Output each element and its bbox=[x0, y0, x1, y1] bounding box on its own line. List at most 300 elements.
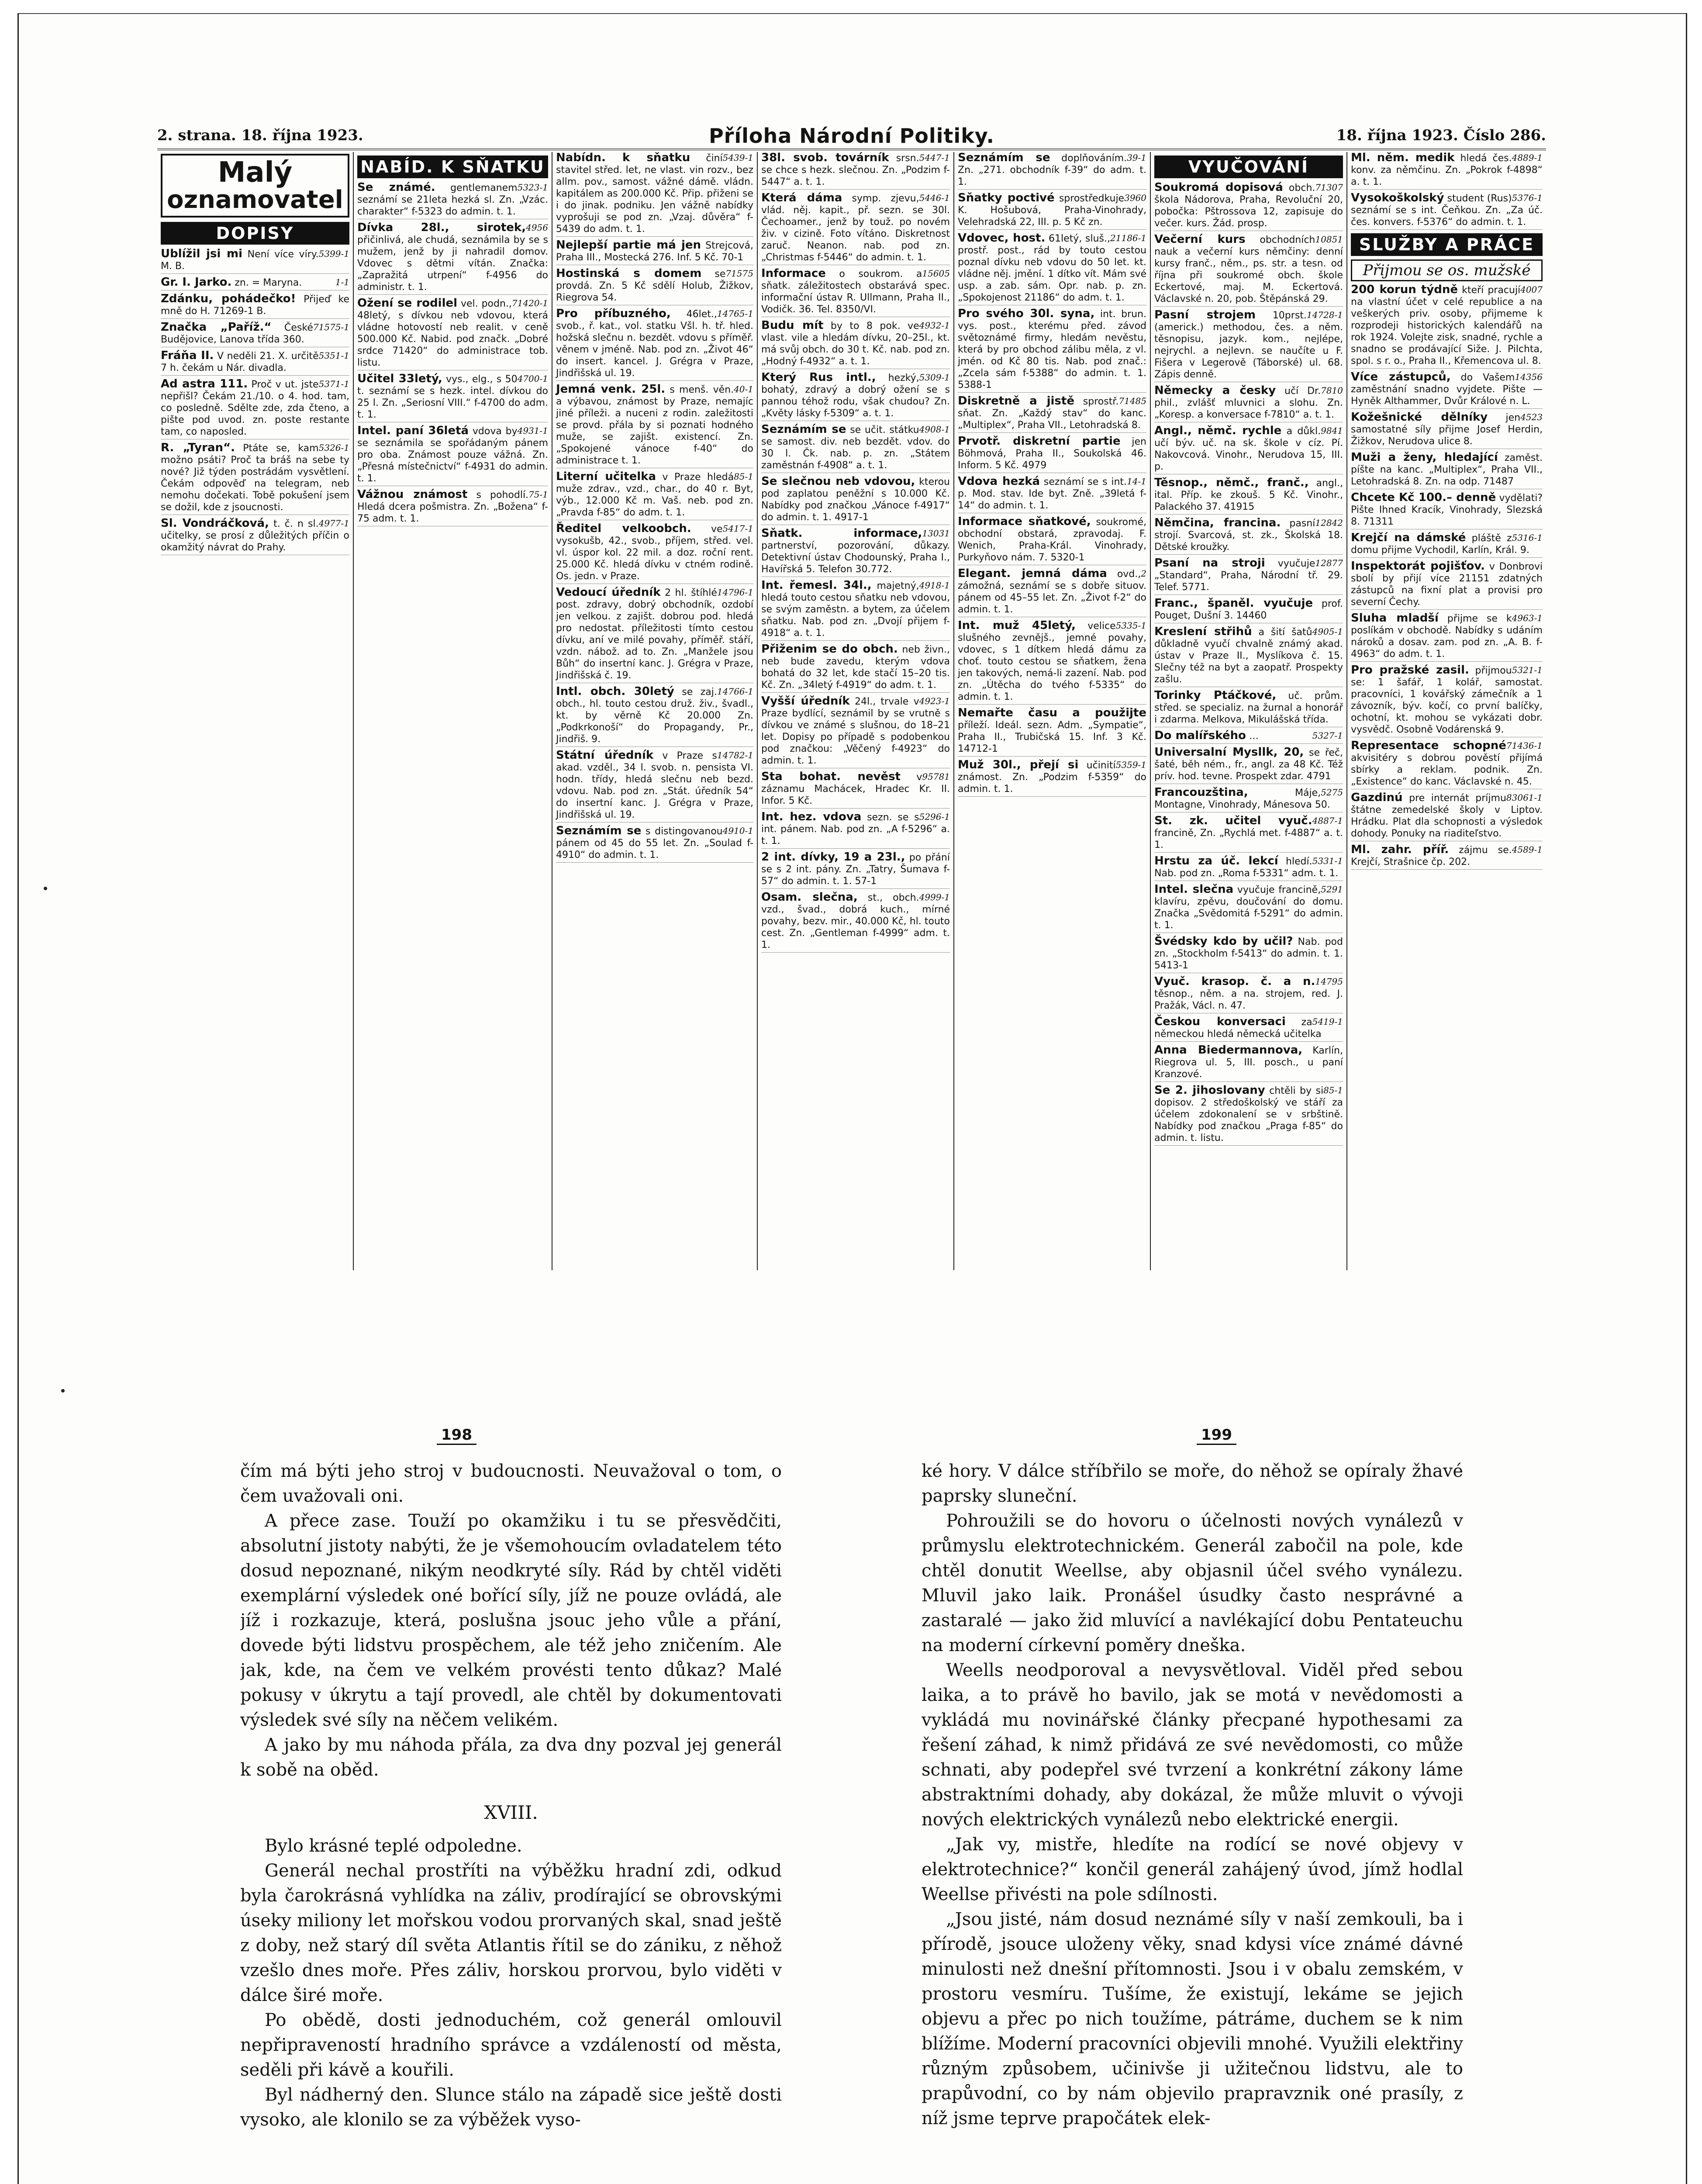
classified-ad bbox=[1154, 787, 1343, 812]
ad-body: seznámí se s int. p. Mod. stav. Ide byt. Zně. „39letá f-14“ do admin. t. 1. bbox=[958, 477, 1146, 511]
ad-heading: 38l. svob. továrník bbox=[761, 152, 889, 164]
classified-ad bbox=[761, 851, 950, 889]
classified-ad bbox=[1351, 612, 1543, 662]
classified-ad bbox=[1154, 884, 1343, 933]
masthead-line2: oznamovatel bbox=[167, 186, 343, 214]
ad-number: 4910-1 bbox=[722, 826, 753, 836]
ad-number: 5446-1 bbox=[919, 193, 950, 203]
classified-ad bbox=[958, 707, 1146, 757]
ad-heading: Literní učitelka bbox=[556, 470, 656, 483]
classified-ad bbox=[958, 435, 1146, 473]
ad-body: neb živn., neb bude zavedu, kterým vdova bohatá do 32 let, kde stačí 15–20 tis. Kč. Zn. „34letý f-4919“ do adm. t. 1. bbox=[761, 644, 950, 691]
ad-number: 71575 bbox=[725, 268, 753, 279]
ad-heading: Fráňa II. bbox=[161, 349, 214, 362]
ad-number: 4963-1 bbox=[1512, 613, 1543, 623]
ad-number: 5327-1 bbox=[1312, 730, 1343, 741]
ad-body: … bbox=[1246, 731, 1259, 742]
ad-heading: Těsnop., němč., franč., bbox=[1154, 476, 1309, 489]
ad-body: velice slušného zevnějš., jemné povahy, vdovec, s 1 dítkem hledá dámu za choť. touto cestou se sňatkem, žena jen takových, nemá-li zazení. Nab. pod zn. „Útěcha do tvého f-5335“ do admin. t. 1. bbox=[958, 621, 1146, 702]
classified-ad bbox=[556, 523, 753, 584]
classified-ad bbox=[761, 528, 950, 577]
classified-ad bbox=[958, 516, 1146, 565]
ad-body: sezn. se s int. pánem. Nab. pod zn. „A f-5296“ a. t. 1. bbox=[761, 812, 950, 847]
classified-ad bbox=[958, 308, 1146, 393]
ad-heading: Representace schopné bbox=[1351, 739, 1506, 752]
ad-heading: Českou konversaci bbox=[1154, 1015, 1286, 1028]
classified-ad bbox=[761, 476, 950, 525]
ad-heading: Budu mít bbox=[761, 319, 824, 332]
ad-body: Nab. pod zn. „Stockholm f-5413“ do admin. t. 1. 5413-1 bbox=[1154, 936, 1343, 971]
ad-body: 46let., svob., ř. kat., vol. statku Všl. h. tř. hled. hožská slečnu n. bezdět. vdovu s příměř. věnem v jméně. Nab. pod zn. „Život 46“ do insert. kancel. J. Grégra v Praze, Jindřišská ul. 19. bbox=[556, 309, 753, 379]
ad-heading: Se slečnou neb vdovou, bbox=[761, 475, 915, 488]
classified-ad bbox=[357, 489, 548, 526]
ad-body: v Donbrovi sbolí by přijí více 21151 zdatných zástupců na fixní plat a provisi pro severní Čechy. bbox=[1351, 561, 1543, 608]
classified-ad bbox=[357, 222, 548, 295]
classified-ad bbox=[761, 892, 950, 953]
ad-heading: Gr. I. Jarko. bbox=[161, 276, 232, 289]
ad-body: soukromé, obchodní obstará, zpravodaj. F. Wenich, Praha-Král. Vinohrady, Purkyňovo nám. 7. 5320-1 bbox=[958, 517, 1146, 563]
classified-ad bbox=[958, 759, 1146, 797]
story-column-left bbox=[240, 1459, 782, 2184]
ad-body: int. brun. vys. post., kterému před. závod světoznámé firmy, hledám nevěstu, která by pro obchod zálibu měla, z vl. jmén. od Kč 80 tis. Nab. pod znač.: „Zcela sám f-5388“ do admin. t. 1. 5388-1 bbox=[958, 309, 1146, 390]
ad-heading: Vyšší úředník bbox=[761, 695, 850, 708]
header-issue-right: 18. října 1923. Číslo 286. bbox=[1336, 127, 1546, 144]
ad-number: 4923-1 bbox=[919, 696, 950, 706]
ad-number: 14766-1 bbox=[717, 686, 753, 697]
ad-body: sprostředkuje K. Hošubová, Praha-Vinohrady, Velehradská 22, III. p. 5 Kč zn. bbox=[958, 193, 1146, 228]
ad-body: kteří pracují na vlastní účet v celé republice a na veškerých priv. osoby, přijmeme k rozprodeji historických kalendářů na rok 1924. Volejte zisk, snadné, rychle a snadno se prodávající Siže. J. Pilchta, spol. s r. o., Praha II., Křemencova ul. 8. bbox=[1351, 285, 1543, 366]
ad-heading: Němčina, francina. bbox=[1154, 516, 1281, 529]
ad-number: 5321-1 bbox=[1512, 665, 1543, 675]
ad-body: hledí. Nab. pod zn. „Roma f-5331“ adm. t. 1. bbox=[1154, 856, 1339, 879]
classified-ad bbox=[556, 686, 753, 747]
section-banner-nabidky: NABÍD. K SŇATKU bbox=[357, 156, 548, 178]
classified-ad bbox=[556, 239, 753, 265]
masthead-box bbox=[161, 154, 349, 218]
classified-ad bbox=[1351, 664, 1543, 737]
ad-heading: Více zástupců, bbox=[1351, 370, 1451, 384]
ad-number: 4589-1 bbox=[1512, 844, 1543, 855]
ad-body: s distingovanou pánem od 45 do 55 let. Zn. „Soulad f-4910“ do admin. t. 1. bbox=[556, 826, 753, 860]
ad-body: ovd., zámožná, seznámí se s dobře situov. pánem od 45–55 let. Zn. „Život f-2“ do admin. t. 1. bbox=[958, 569, 1146, 615]
ad-number: 5335-1 bbox=[1115, 620, 1146, 631]
ad-body: těsnop., něm. a na. strojem, red. J. Pražák, Václ. n. 47. bbox=[1154, 988, 1343, 1011]
ad-number: 2 bbox=[1141, 568, 1146, 579]
section-banner-dopisy: DOPISY bbox=[161, 222, 349, 245]
ad-body: a důkl. učí býv. uč. na sk. škole v cíz. Pí. Nakovcová. Vinohr., Nerudova 15, III. p. bbox=[1154, 426, 1343, 472]
ad-heading: Elegant. jemná dáma bbox=[958, 567, 1107, 580]
ad-body: student (Rus) seznámí se s int. Čeňkou. Zn. „Za úč. čes. konvers. f-5376“ do admin. t. 1. bbox=[1351, 193, 1543, 228]
ad-number: 4905-1 bbox=[1312, 626, 1343, 637]
classified-ad bbox=[1154, 815, 1343, 853]
ad-number: 4887-1 bbox=[1312, 816, 1343, 826]
ad-heading: Prvotř. diskretní partie bbox=[958, 435, 1121, 448]
ad-heading: Nejlepší partie má jen bbox=[556, 238, 701, 252]
ad-body: st., obch. vzd., švad., dobrá kuch., mírné povahy, bezv. mir., 40.000 Kč, hl. touto cest. Zn. „Gentleman f-4999“ adm. t. 1. bbox=[761, 892, 950, 950]
ad-body: Proč v ut. jste nepřišl? Čekám 21./10. o 4. hod. tam, co posledně. Sdělte zde, zda čteno, a pište pod uvod. zn. poste restante tam, co naposled. bbox=[161, 379, 349, 437]
ad-body: kterou pod zaplatou peněžní s 10.000 Kč. Nabídky pod značkou „Vánoce f-4917“ do admin. t. 1. 4917-1 bbox=[761, 477, 950, 523]
ad-body: 24l., trvale v Praze bydlící, seznámil by se vrutně s dívkou ve známé s slušnou, do 18–21 let. Dopisy po případě s podobenkou pod značkou: „Věčený f-4923“ do admin. t. 1. bbox=[761, 696, 950, 766]
ad-heading: Osam. slečna, bbox=[761, 891, 858, 904]
ad-heading: Nabídn. k sňatku bbox=[556, 152, 690, 164]
ad-number: 5351-1 bbox=[318, 350, 349, 361]
ad-heading: Int. hez. vdova bbox=[761, 810, 862, 823]
classified-ad bbox=[1351, 844, 1543, 870]
ad-number: 10851 bbox=[1315, 234, 1343, 245]
ad-heading: Značka „Paříž.“ bbox=[161, 321, 272, 334]
ad-heading: Inspektorát pojišťov. bbox=[1351, 560, 1485, 573]
ad-body: pasní strojí. Svarcová, st. zk., Školská 18. Dětské kroužky. bbox=[1154, 518, 1343, 553]
classified-ad bbox=[761, 192, 950, 265]
ad-body: v Praze hledá muže zdrav., vzd., char., do 40 r. Byt, výb., 12.000 Kč m. Vaš. neb. pod zn. „Pravda f-85“ do adm. t. 1. bbox=[556, 472, 753, 518]
ad-heading: Hrstu za úč. lekcí bbox=[1154, 854, 1278, 867]
ad-heading: Informace sňatkové, bbox=[958, 515, 1091, 528]
ad-number: 83061-1 bbox=[1506, 792, 1543, 803]
ad-number: 14-1 bbox=[1127, 476, 1146, 487]
ad-body: 61letý, sluš., prostř. post., rád by touto cestou poznal dívku neb vdovu do 50 let. kt. vládne něj. jmění. 1 dítko vít. Mám své usp. a zab. sám. Opr. nab. p. zn. „Spokojenost 21186“ do adm. t. 1. bbox=[958, 233, 1146, 303]
ad-number: 5376-1 bbox=[1512, 193, 1543, 203]
page-header bbox=[157, 124, 1546, 150]
ad-heading: Anna Biedermannova, bbox=[1154, 1044, 1303, 1057]
ad-body: Přijeď ke mně do H. 71269-1 B. bbox=[161, 294, 349, 317]
ad-heading: Ublížil jsi mi bbox=[161, 247, 243, 260]
ad-body: za německou hledá německá učitelka bbox=[1154, 1017, 1322, 1040]
ad-body: akvisitéry s dobrou pověstí přijímá sbírky a reklam. podnik. Zn. „Existence“ do kanc. Václavské n. 45. bbox=[1351, 753, 1543, 787]
ad-body: sprostř. sňat. Zn. „Každý stav“ do kanc. „Multiplex“, Praha VII., Letohradská 8. bbox=[958, 396, 1146, 431]
ad-body: prof. Pouget, Dušní 3. 14460 bbox=[1154, 598, 1343, 621]
ad-heading: Večerní kurs bbox=[1154, 233, 1246, 246]
ad-body: s menš. věn. a výbavou, známost by Praze, nemajíc jiné příleži. a nuceni z rodin. zaležitosti se provd. přála by si poznati hodného muže, se zajišt. existencí. Zn. „Spokojené vánoce f-40“ do administrace t. 1. bbox=[556, 384, 753, 466]
classified-ad bbox=[1351, 411, 1543, 449]
classified-ad bbox=[357, 373, 548, 422]
ad-heading: Intl. obch. 30letý bbox=[556, 685, 674, 698]
ad-number: 5323-1 bbox=[517, 182, 548, 193]
ad-number: 14795 bbox=[1315, 976, 1343, 987]
ad-number: 12877 bbox=[1315, 558, 1343, 568]
ad-number: 5326-1 bbox=[318, 442, 349, 453]
story-column-right bbox=[922, 1459, 1463, 2184]
ad-number: 21186-1 bbox=[1110, 233, 1146, 243]
ad-heading: Sta bohat. nevěst bbox=[761, 770, 901, 783]
ad-heading: Universalní Mysllk, 20, bbox=[1154, 746, 1304, 759]
ad-number: 39-1 bbox=[1127, 152, 1146, 163]
ad-heading: Ml. zahr. příř. bbox=[1351, 843, 1449, 856]
ad-number: 5309-1 bbox=[919, 372, 950, 383]
ad-number: 4908-1 bbox=[919, 424, 950, 435]
ad-number: 5371-1 bbox=[318, 379, 349, 389]
ad-heading: Torinky Ptáčkové, bbox=[1154, 689, 1277, 702]
page-number-left: 198 bbox=[437, 1426, 476, 1445]
story-paragraph: A přece zase. Touží po okamžiku i tu se přesvědčiti, absolutní jistoty nabýti, že je všemohoucím ovladatelem této dosud nepoznané, nikým neodkryté síly. Rád by chtěl viděti exemplární výsledek oné bořící síly, jíž ne pouze ovládá, ale jíž i rozkazuje, která, poslušna jsouc jeho vůle a přání, dovede býti lidstvu prospěchem, ale též jeho zničením. Ale jak, kde, na čem ve velkém provésti tento důkaz? Malé pokusy v úkrytu a tají provedl, ale chtěl by dokumentovati výsledek své síly na něčem velikém. bbox=[240, 1511, 782, 1730]
ad-heading: Intel. slečna bbox=[1154, 883, 1234, 896]
ad-body: se řeč, šaté, běh ném., fr., angl. za 48 Kč. Též prív. hod. tevne. Prospekt zdar. 4791 bbox=[1154, 747, 1343, 782]
ad-number: 5296-1 bbox=[919, 812, 950, 822]
classified-ad bbox=[1351, 452, 1543, 489]
classified-ad bbox=[1351, 492, 1543, 529]
ad-body: angl., ital. Příp. ke zkouš. 5 Kč. Vinohr., Palackého 37. 41915 bbox=[1154, 478, 1343, 512]
ad-body: vyučuje francině, klavíru, zpěvu, doučování do domu. Značka „Svědomitá f-5291“ do admin. t. 1. bbox=[1154, 885, 1343, 931]
ad-body: zaměst. píšte na kanc. „Multiplex“, Praha VII., Letohradská 8. Zn. na odp. 71487 bbox=[1351, 453, 1543, 487]
ad-heading: Pro svého 30l. syna, bbox=[958, 307, 1095, 320]
ad-body: obch. škola Nádorova, Praha, Revoluční 20, pobočka: Pštrossova 12, zapisuje do večer. kurs. Žád. prosp. bbox=[1154, 183, 1343, 229]
ad-heading: St. zk. učitel vyuč. bbox=[1154, 814, 1312, 827]
classified-ad bbox=[761, 424, 950, 473]
ad-heading: Do malířského bbox=[1154, 729, 1246, 742]
ad-number: 5439-1 bbox=[722, 152, 753, 163]
ad-number: 3960 bbox=[1124, 193, 1146, 203]
header-date-left: 2. strana. 18. října 1923. bbox=[157, 127, 363, 144]
ad-body: pre internát príjmu štátne zemedelské školy v Liptov. Hrádku. Plat dla schopnosti a výsledok dohody. Ponuky na riaditeľstvo. bbox=[1351, 793, 1543, 839]
ad-number: 71575-1 bbox=[313, 322, 349, 332]
classified-ad bbox=[1154, 936, 1343, 973]
ad-number: 5331-1 bbox=[1312, 856, 1343, 866]
classified-ad bbox=[161, 350, 349, 376]
classified-ad bbox=[161, 248, 349, 274]
ad-heading: Muž 30l., přejí si bbox=[958, 758, 1079, 771]
ad-body: by to 8 pok. ve vlast. vile a hledám dívku, 20–25l., kt. má svůj obch. do 30 t. Kč. nab. pod zn. „Hodný f-4932“ a. t. 1. bbox=[761, 321, 950, 367]
ad-column bbox=[157, 152, 354, 1270]
margin-dot bbox=[61, 1389, 65, 1393]
ad-heading: Ředitel velkoobch. bbox=[556, 522, 691, 535]
ad-heading: Int. řemesl. 34l., bbox=[761, 579, 872, 592]
classified-ad bbox=[556, 825, 753, 863]
story-paragraph: Weells neodporoval a nevysvětloval. Viděl před sebou laika, a to právě ho bavilo, jak se motá v nevědomosti a vykládá mu novinářské články přecpané hypothesami za řešení záhad, k nimž přidává ze své nevědomosti, co může schnati, aby podepřel své tvrzení a konkrétní zákony láme abstraktními dohady, aby dokázal, že může mluvit o vývoji nových elektrických vynálezů nebo elektrické energii. bbox=[922, 1660, 1463, 1830]
ad-body: pláště z domu přijme Vychodil, Karlín, Král. 9. bbox=[1351, 533, 1529, 556]
ad-body: t. č. n sl. učitelky, se prosí z důležitých příčin o okamžitý návrat do Prahy. bbox=[161, 518, 349, 553]
ad-heading: Německy a česky bbox=[1154, 384, 1276, 397]
classified-ad bbox=[958, 232, 1146, 305]
ad-body: vys., elg., s 50 t. seznámí se s hezk. intel. dívkou do 25 l. Zn. „Seriosní VIII.“ f-4700 do adm. t. 1. bbox=[357, 374, 548, 420]
classified-ad bbox=[556, 152, 753, 237]
classified-ad bbox=[958, 152, 1146, 190]
classified-ad bbox=[1351, 740, 1543, 789]
classified-ad bbox=[1351, 192, 1543, 230]
ad-heading: Hostinská s domem bbox=[556, 267, 702, 280]
ad-number: 5399-1 bbox=[318, 249, 349, 259]
ad-heading: Diskretně a jistě bbox=[958, 394, 1074, 408]
section-banner-vyucovani: VYUČOVÁNÍ bbox=[1154, 156, 1343, 178]
ad-body: učí Dr. phil., zvlášť mluvnici a slohu. Zn. „Koresp. a konversace f-7810“ a. t. 1. bbox=[1154, 386, 1343, 420]
ad-body: 2 hl. štíhlé post. zdravy, dobrý obchodník, ozdobí jen velkou. z zajišt. dobrou pod. hledá pro nedostat. příležitosti tímto cestou dívku, aní ve milé povahy, příměř. stáří, vzdn. nábož. ad to. Zn. „Manžele jsou Bůh“ do insertní kanc. J. Grégra v Praze, Jindřišská č. 19. bbox=[556, 587, 753, 681]
ad-heading: Přiženim se do obch. bbox=[761, 643, 898, 656]
classified-ad bbox=[357, 425, 548, 486]
header-title: Příloha Národní Politiky. bbox=[708, 124, 995, 148]
classified-ad bbox=[761, 771, 950, 809]
ad-body: francině, Zn. „Rychlá met. f-4887“ a. t. 1. bbox=[1154, 828, 1343, 850]
ad-number: 85-1 bbox=[734, 471, 753, 482]
ad-body: přičinlivá, ale chudá, seznámila by se s mužem, jenž by ji nahradil domov. Vdovec s dětmi vítán. Značka: „Zapražitá utrpení“ f-4956 do administr. t. 1. bbox=[357, 235, 548, 293]
ad-number: 4523 bbox=[1520, 412, 1543, 422]
story-paragraph: „Jsou jisté, nám dosud neznámé síly v naší zemkouli, ba i přírodě, jsouce uloženy věky, snad kdysi více známé dávné minulosti než dnešní přítomnosti. Jsou i v obalu zemském, v prostoru vesmíru. Tušíme, že existují, lekáme se jejich objevu a přec po nich toužíme, pátráme, duchem se k nim blížíme. Moderní pracovníci objevili mnohé. Využili elektřiny různým způsobem, učinivše ji užitečnou lidstvu, ale to prapůvodní, co by nám objevilo prapravznik oné prasíly, z níž jsme teprve prapočátek elek- bbox=[922, 1909, 1463, 2129]
ad-heading: Vážnou známost bbox=[357, 488, 468, 501]
ad-heading: Kožešnické dělníky bbox=[1351, 411, 1488, 424]
ad-body: Karlín, Riegrova ul. 5, III. posch., u paní Kranzové. bbox=[1154, 1045, 1343, 1080]
classified-ad bbox=[1154, 1085, 1343, 1146]
classified-ad bbox=[357, 297, 548, 370]
ad-heading: Vysokoškolský bbox=[1351, 191, 1444, 204]
ad-number: 4931-1 bbox=[517, 425, 548, 436]
ad-heading: Vedoucí úředník bbox=[556, 586, 661, 599]
story-paragraph: A jako by mu náhoda přála, za dva dny pozval jej generál k sobě na oběd. bbox=[240, 1735, 782, 1780]
page-top-edge bbox=[19, 13, 1686, 20]
ad-number: 5419-1 bbox=[1312, 1016, 1343, 1027]
ad-heading: Vdovec, host. bbox=[958, 232, 1046, 245]
ad-heading: Gazdinú bbox=[1351, 791, 1403, 804]
ad-body: se zaj. obch., hl. touto cestou druž. živ., švadl., kt. by věrně Kč 20.000 Zn. „Podkrkonoší“ do Propagandy, Pr., Jindřiš. 9. bbox=[556, 687, 753, 745]
classified-ad bbox=[161, 442, 349, 515]
classified-ad bbox=[1351, 532, 1543, 558]
classified-ad bbox=[1154, 626, 1343, 687]
classified-ad bbox=[761, 320, 950, 369]
ad-body: majetný, hledá touto cestou sňatku neb vdovou, se svým zaměstn. a bytem, za účelem sňatku. Nab. pod zn. „Dvojí přijem f-4918“ a. t. 1. bbox=[761, 581, 950, 639]
ad-heading: Angl., němč. rychle bbox=[1154, 424, 1282, 437]
classified-ad bbox=[1154, 746, 1343, 784]
ad-heading: Se 2. jihoslovany bbox=[1154, 1084, 1265, 1097]
ad-number: 4999-1 bbox=[919, 892, 950, 902]
classified-ad bbox=[1154, 309, 1343, 382]
ad-body: uč. prům. střed. se specializ. na žurnal a honorář i zdarma. Melkova, Mikulášská třída. bbox=[1154, 691, 1343, 725]
ad-heading: 2 int. dívky, 19 a 23l., bbox=[761, 850, 905, 864]
ad-heading: Pro pražské zasil. bbox=[1351, 663, 1469, 677]
ad-number: 4918-1 bbox=[919, 580, 950, 591]
ad-number: 71436-1 bbox=[1506, 740, 1543, 751]
ad-heading: Intel. paní 36letá bbox=[357, 424, 469, 437]
ad-heading: 200 korun týdně bbox=[1351, 283, 1458, 296]
ad-body: Není více víry. M. B. bbox=[161, 249, 319, 272]
ad-heading: Chcete Kč 100.– denně bbox=[1351, 491, 1496, 504]
classified-ad bbox=[161, 276, 349, 290]
classified-ad bbox=[958, 568, 1146, 617]
ad-heading: Franc., španěl. vyučuje bbox=[1154, 597, 1313, 610]
ad-body: jen Böhmová, Praha II., Soukolská 46. Inform. 5 Kč. 4979 bbox=[958, 436, 1146, 471]
story-paragraph: Generál nechal prostříti na výběžku hradní zdi, odkud byla čarokrásná vyhlídka na záliv, prodírající se obrovskými úseky miliony let mořskou vodou prorvaných skal, snad ještě z doby, než starý díl světa Atlantis řítil se do zániku, z něhož vzešlo dnes moře. Přes záliv, horskou prorvou, bylo viděti v dálce širé moře. bbox=[240, 1861, 782, 2005]
classified-ad bbox=[958, 476, 1146, 513]
classified-ad bbox=[556, 308, 753, 381]
ad-heading: Seznámím se bbox=[761, 423, 846, 436]
ad-heading: Psaní na stroji bbox=[1154, 556, 1265, 570]
ad-body: učinití známost. Zn. „Podzim f-5359“ do admin. t. 1. bbox=[958, 760, 1146, 795]
ad-heading: Ožení se rodilel bbox=[357, 297, 458, 310]
ad-body: po přání se s 2 int. pány. Zn. „Tatry, Šumava f-57“ do admin. t. 1. 57-1 bbox=[761, 852, 950, 887]
ad-heading: Sňatk. informace, bbox=[761, 527, 922, 540]
story-paragraph: čím má býti jeho stroj v budoucnosti. Neuvažoval o tom, o čem uvažovali oni. bbox=[240, 1461, 782, 1506]
classified-ad bbox=[1351, 560, 1543, 610]
ad-body: vyučuje „Standard“, Praha, Národní tř. 29. Telef. 5771. bbox=[1154, 558, 1343, 593]
classified-ad bbox=[1154, 182, 1343, 231]
ad-number: 85-1 bbox=[1323, 1085, 1343, 1095]
ad-body: do Vašem zaměstnání snadno vyjdete. Pište — Hyněk Althammer, Dvůr Králové n. L. bbox=[1351, 372, 1543, 407]
story-paragraph: Pohroužili se do hovoru o účelnosti nových vynálezů v průmyslu elektrotechnickém. Generál zabočil na pole, kde chtěl donutit Weellse, aby objasnil účel svého vynálezu. Mluvil jako laik. Pronášel úsudky často nesprávné a zastaralé — jako žid mluvící a navlékající dobu Pentateuchu na moderní církevní poměry dneška. bbox=[922, 1511, 1463, 1655]
ad-heading: Nemařte času a použijte bbox=[958, 706, 1146, 719]
story-paragraph: ké hory. V dálce stříbřilo se moře, do něhož se opíraly žhavé paprsky sluneční. bbox=[922, 1461, 1463, 1506]
ad-heading: Která dáma bbox=[761, 191, 842, 204]
ad-body: srsn. se chce s hezk. slečnou. Zn. „Podzim f-5447“ a. t. 1. bbox=[761, 153, 950, 187]
ad-number: 14796-1 bbox=[717, 587, 753, 598]
ad-heading: Zdánku, pohádečko! bbox=[161, 292, 296, 305]
ad-number: 5447-1 bbox=[919, 152, 950, 163]
ad-heading: Muži a ženy, hledající bbox=[1351, 451, 1498, 464]
classified-ad bbox=[1154, 690, 1343, 727]
ad-body: doplňováním. Zn. „271. obchodník f-39“ do adm. t. 1. bbox=[958, 153, 1146, 187]
ad-column bbox=[1151, 152, 1347, 1270]
classified-ad bbox=[1351, 792, 1543, 841]
ad-heading: Informace bbox=[761, 267, 826, 280]
ad-number: 5359-1 bbox=[1115, 760, 1146, 770]
classified-ad bbox=[556, 587, 753, 683]
ad-heading: Int. muž 45letý, bbox=[958, 619, 1076, 632]
ad-heading: Který Rus intl., bbox=[761, 371, 876, 384]
ad-body: obchodních nauk a večerní kurs němčiny: denní kursy franč., něm., ps. str. a tesn. od října při soukromé obch. škole Eckertové, maj. M. Eckertová. Václavské n. 20, pob. Štěpánská 29. bbox=[1154, 235, 1343, 304]
ad-body: hledá čes. konv. za němčinu. Zn. „Pokrok f-4898“ a. t. 1. bbox=[1351, 153, 1543, 187]
ad-number: 71485 bbox=[1119, 396, 1146, 406]
classified-ad bbox=[958, 395, 1146, 433]
ad-number: 5275 bbox=[1321, 787, 1343, 798]
classified-ad bbox=[161, 293, 349, 319]
page-number-right: 199 bbox=[1197, 1426, 1236, 1445]
masthead-line1: Malý bbox=[217, 156, 293, 189]
ad-body: s pohodlí. Hledá dcera pošmistra. Zn. „Božena“ f-75 adm. t. 1. bbox=[357, 490, 548, 524]
classified-ad bbox=[1351, 152, 1543, 190]
ad-body: Strejcová, Praha III., Mostecká 276. Inf. 5 Kč. 70-1 bbox=[556, 240, 753, 263]
ad-number: 71420-1 bbox=[511, 298, 548, 308]
ad-body: hezký, bohatý, zdravý a dobrý ožení se s pannou téhož rodu, však chudou? Zn. „Květy lásky f-5309“ a. t. 1. bbox=[761, 373, 950, 419]
ad-heading: Státní úředník bbox=[556, 749, 654, 762]
classified-ad bbox=[1351, 371, 1543, 409]
ad-body: chtěli by si dopisov. 2 středoškolský ve stáří za účelem zdokonalení se v srbštině. Nabídky pod značkou „Praga f-85“ do admin. t. listu. bbox=[1154, 1085, 1343, 1144]
ad-number: 71307 bbox=[1315, 182, 1343, 193]
classified-ad bbox=[161, 378, 349, 439]
ad-heading: Dívka 28l., sirotek, bbox=[357, 221, 526, 234]
classified-ad bbox=[958, 620, 1146, 705]
classified-ad bbox=[1154, 234, 1343, 307]
ad-number: 5291 bbox=[1321, 884, 1343, 895]
ad-body: České Budějovice, Lanova třída 360. bbox=[161, 322, 313, 345]
ad-number: 14765-1 bbox=[717, 308, 753, 319]
ad-column bbox=[354, 152, 552, 1270]
ad-heading: Pasní strojem bbox=[1154, 308, 1256, 321]
classified-ad bbox=[1351, 284, 1543, 369]
ad-number: 5417-1 bbox=[722, 523, 753, 534]
ad-body: gentlemanem seznámí se 21leta hezká sl. Zn. „Vzác. charakter“ f-5323 do admin. t. 1. bbox=[357, 183, 548, 217]
ad-heading: Sňatky poctivé bbox=[958, 191, 1055, 204]
ad-heading: Ml. něm. medik bbox=[1351, 152, 1455, 164]
ad-body: přijme se k poslíkám v obchodě. Nabídky s udáním nároků a dosav. zam. pod zn. „A. B. f-4963“ do adm. t. 1. bbox=[1351, 613, 1543, 660]
ad-heading: Francouzština, bbox=[1154, 786, 1248, 799]
ad-number: 4956 bbox=[526, 222, 548, 233]
classified-ad bbox=[1154, 855, 1343, 881]
classified-ad bbox=[556, 471, 753, 520]
classified-ad bbox=[1154, 385, 1343, 422]
ad-number: 14356 bbox=[1515, 372, 1543, 382]
ad-body: se učit. státku se samost. div. neb bezdět. vdov. do 30 l. Čk. nab. p. zn. „Státem zaměstnán f-4908“ a. t. 1. bbox=[761, 425, 950, 471]
ad-heading: Sluha mladší bbox=[1351, 612, 1439, 625]
ad-body: Ptáte se, kam možno psáti? Proč ta bráš na sebe ty nové? Již týden postrádám vysvětlení. Čekám odpověď na telegram, neb nemohu dočekati. Tobě pokušení jsem se dožil, kde z jsoucnosti. bbox=[161, 443, 349, 513]
ad-body: 10prst. (americk.) methodou, čes. a něm. těsnopisu, jazyk. kom., nejlépe, nejrychl. a nejlevn. se naučíte u F. Fišera v Legerově (Táborské) ul. 68. Zápis denně. bbox=[1154, 310, 1343, 380]
ad-body: jen samostatné síly přijme Josef Herdin, Žižkov, Nerudova ulice 8. bbox=[1351, 412, 1543, 447]
ad-body: zn. = Maryna. bbox=[231, 277, 302, 288]
classified-ad bbox=[958, 192, 1146, 230]
chapter-heading: XVIII. bbox=[484, 1802, 538, 1823]
classified-ad bbox=[1154, 730, 1343, 744]
ad-number: 14782-1 bbox=[717, 750, 753, 760]
ad-body: v záznamu Machácek, Hradec Kr. II. Infor. 5 Kč. bbox=[761, 772, 950, 806]
ad-column bbox=[552, 152, 758, 1270]
classified-ad bbox=[556, 268, 753, 305]
ad-number: 7810 bbox=[1321, 385, 1343, 396]
ad-body: symp. zjevu, vlád. něj. kapit., př. sezn. se 30l. Čechoamer., jenž by touž. po novém živ. v cizině. Foto vítáno. Diskretnost zaruč. Neanon. nab. pod zn. „Christmas f-5446“ do admin. t. 1. bbox=[761, 193, 950, 263]
ad-number: 4700-1 bbox=[517, 373, 548, 384]
ad-number: 14728-1 bbox=[1306, 310, 1343, 320]
